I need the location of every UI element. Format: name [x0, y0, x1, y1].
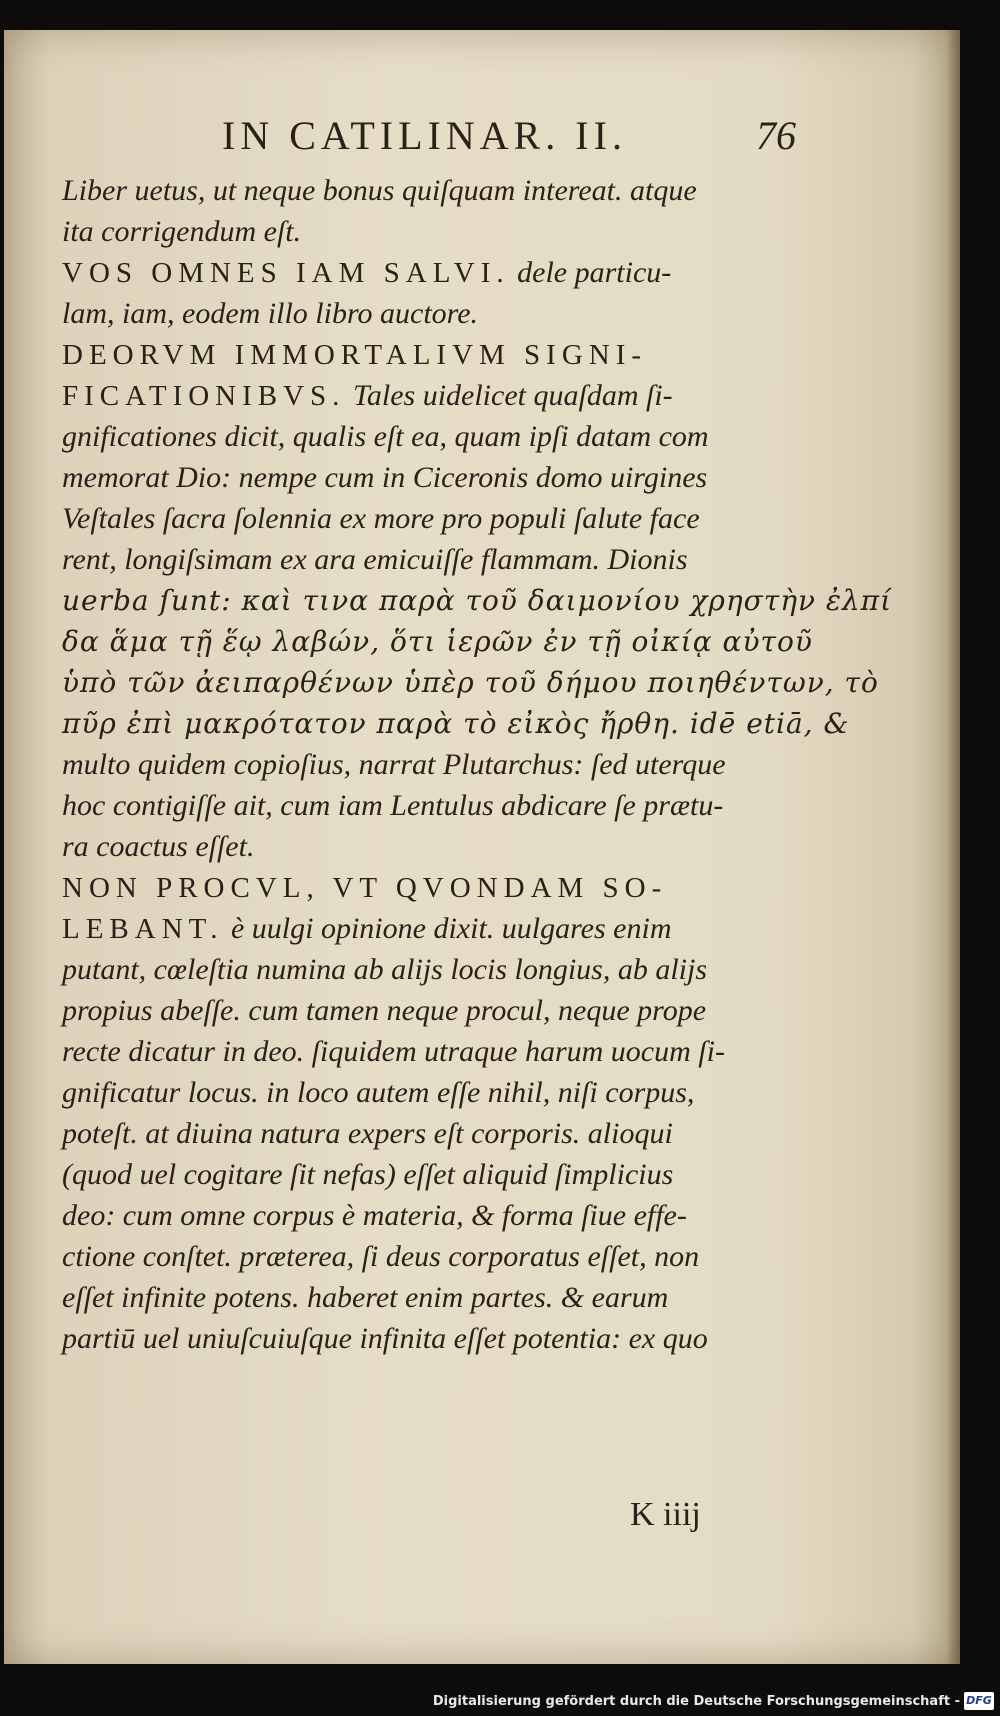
- body-text: [62, 170, 893, 1359]
- book-page: [4, 30, 960, 1664]
- text-line: lam, iam, eodem illo libro auctore.: [62, 297, 479, 330]
- text-line: Veſtales ſacra ſolennia ex more pro populi ſalute face: [62, 502, 700, 535]
- text-line: propius abeſſe. cum tamen neque procul, neque prope: [62, 994, 707, 1027]
- running-head: IN CATILINAR. II.: [222, 113, 627, 158]
- text-line: δα ἅμα τῇ ἕῳ λαβών, ὅτι ἱερῶν ἐν τῇ οἰκίᾳ αὐτοῦ: [62, 625, 813, 658]
- page-edge-shadow: [946, 30, 960, 1664]
- dfg-logo-icon: DFG: [964, 1692, 994, 1710]
- text-line: rent, longiſsimam ex ara emicuiſſe flammam. Dionis: [62, 543, 688, 576]
- text-line: uerba ſunt: καὶ τινα παρὰ τοῦ δαιμονίου χρηστὴν ἐλπί: [62, 584, 893, 617]
- text-line: (quod uel cogitare ſit nefas) eſſet aliquid ſimplicius: [62, 1158, 674, 1191]
- text-line: deo: cum omne corpus è materia, & forma ſiue effe-: [62, 1199, 687, 1232]
- text-line: LEBANT. è uulgi opinione dixit. uulgares enim: [62, 912, 672, 945]
- text-line: DEORVM IMMORTALIVM SIGNI-: [62, 339, 648, 371]
- text-line: NON PROCVL, VT QVONDAM SO-: [62, 872, 668, 904]
- text-line: gnificationes dicit, qualis eſt ea, quam ipſi datam com: [62, 420, 709, 453]
- text-line: hoc contigiſſe ait, cum iam Lentulus abdicare ſe prætu-: [62, 789, 724, 822]
- text-line: FICATIONIBVS. Tales uidelicet quaſdam ſi-: [62, 379, 673, 412]
- funding-credit: Digitalisierung gefördert durch die Deutsche Forschungsgemeinschaft -: [432, 1694, 960, 1709]
- text-line: putant, cœleſtia numina ab alijs locis longius, ab alijs: [62, 953, 708, 986]
- text-line: multo quidem copioſius, narrat Plutarchus: ſed uterque: [62, 748, 726, 781]
- page-number: 76: [756, 113, 796, 158]
- text-line: poteſt. at diuina natura expers eſt corporis. alioqui: [62, 1117, 673, 1150]
- text-line: ra coactus eſſet.: [62, 830, 255, 863]
- text-line: gnificatur locus. in loco autem eſſe nihil, niſi corpus,: [62, 1076, 695, 1109]
- digitization-footer: [0, 1690, 1000, 1716]
- text-line: recte dicatur in deo. ſiquidem utraque harum uocum ſi-: [62, 1035, 725, 1068]
- text-line: Liber uetus, ut neque bonus quiſquam intereat. atque: [62, 174, 697, 207]
- signature-mark: K iiij: [630, 1496, 701, 1533]
- text-line: ὑπὸ τῶν ἀειπαρθένων ὑπὲρ τοῦ δήμου ποιηθέντων, τὸ: [62, 666, 879, 699]
- page-header: [4, 112, 960, 172]
- text-line: VOS OMNES IAM SALVI. dele particu-: [62, 256, 672, 289]
- text-line: eſſet infinite potens. haberet enim partes. & earum: [62, 1281, 669, 1314]
- text-line: memorat Dio: nempe cum in Ciceronis domo uirgines: [62, 461, 708, 494]
- text-line: ctione conſtet. præterea, ſi deus corporatus eſſet, non: [62, 1240, 700, 1273]
- text-line: ita corrigendum eſt.: [62, 215, 302, 248]
- text-line: πῦρ ἐπὶ μακρότατον παρὰ τὸ εἰκὸς ἤρθη. idē etiā, &: [62, 707, 850, 740]
- text-line: partiū uel uniuſcuiuſque infinita eſſet potentia: ex quo: [62, 1322, 708, 1355]
